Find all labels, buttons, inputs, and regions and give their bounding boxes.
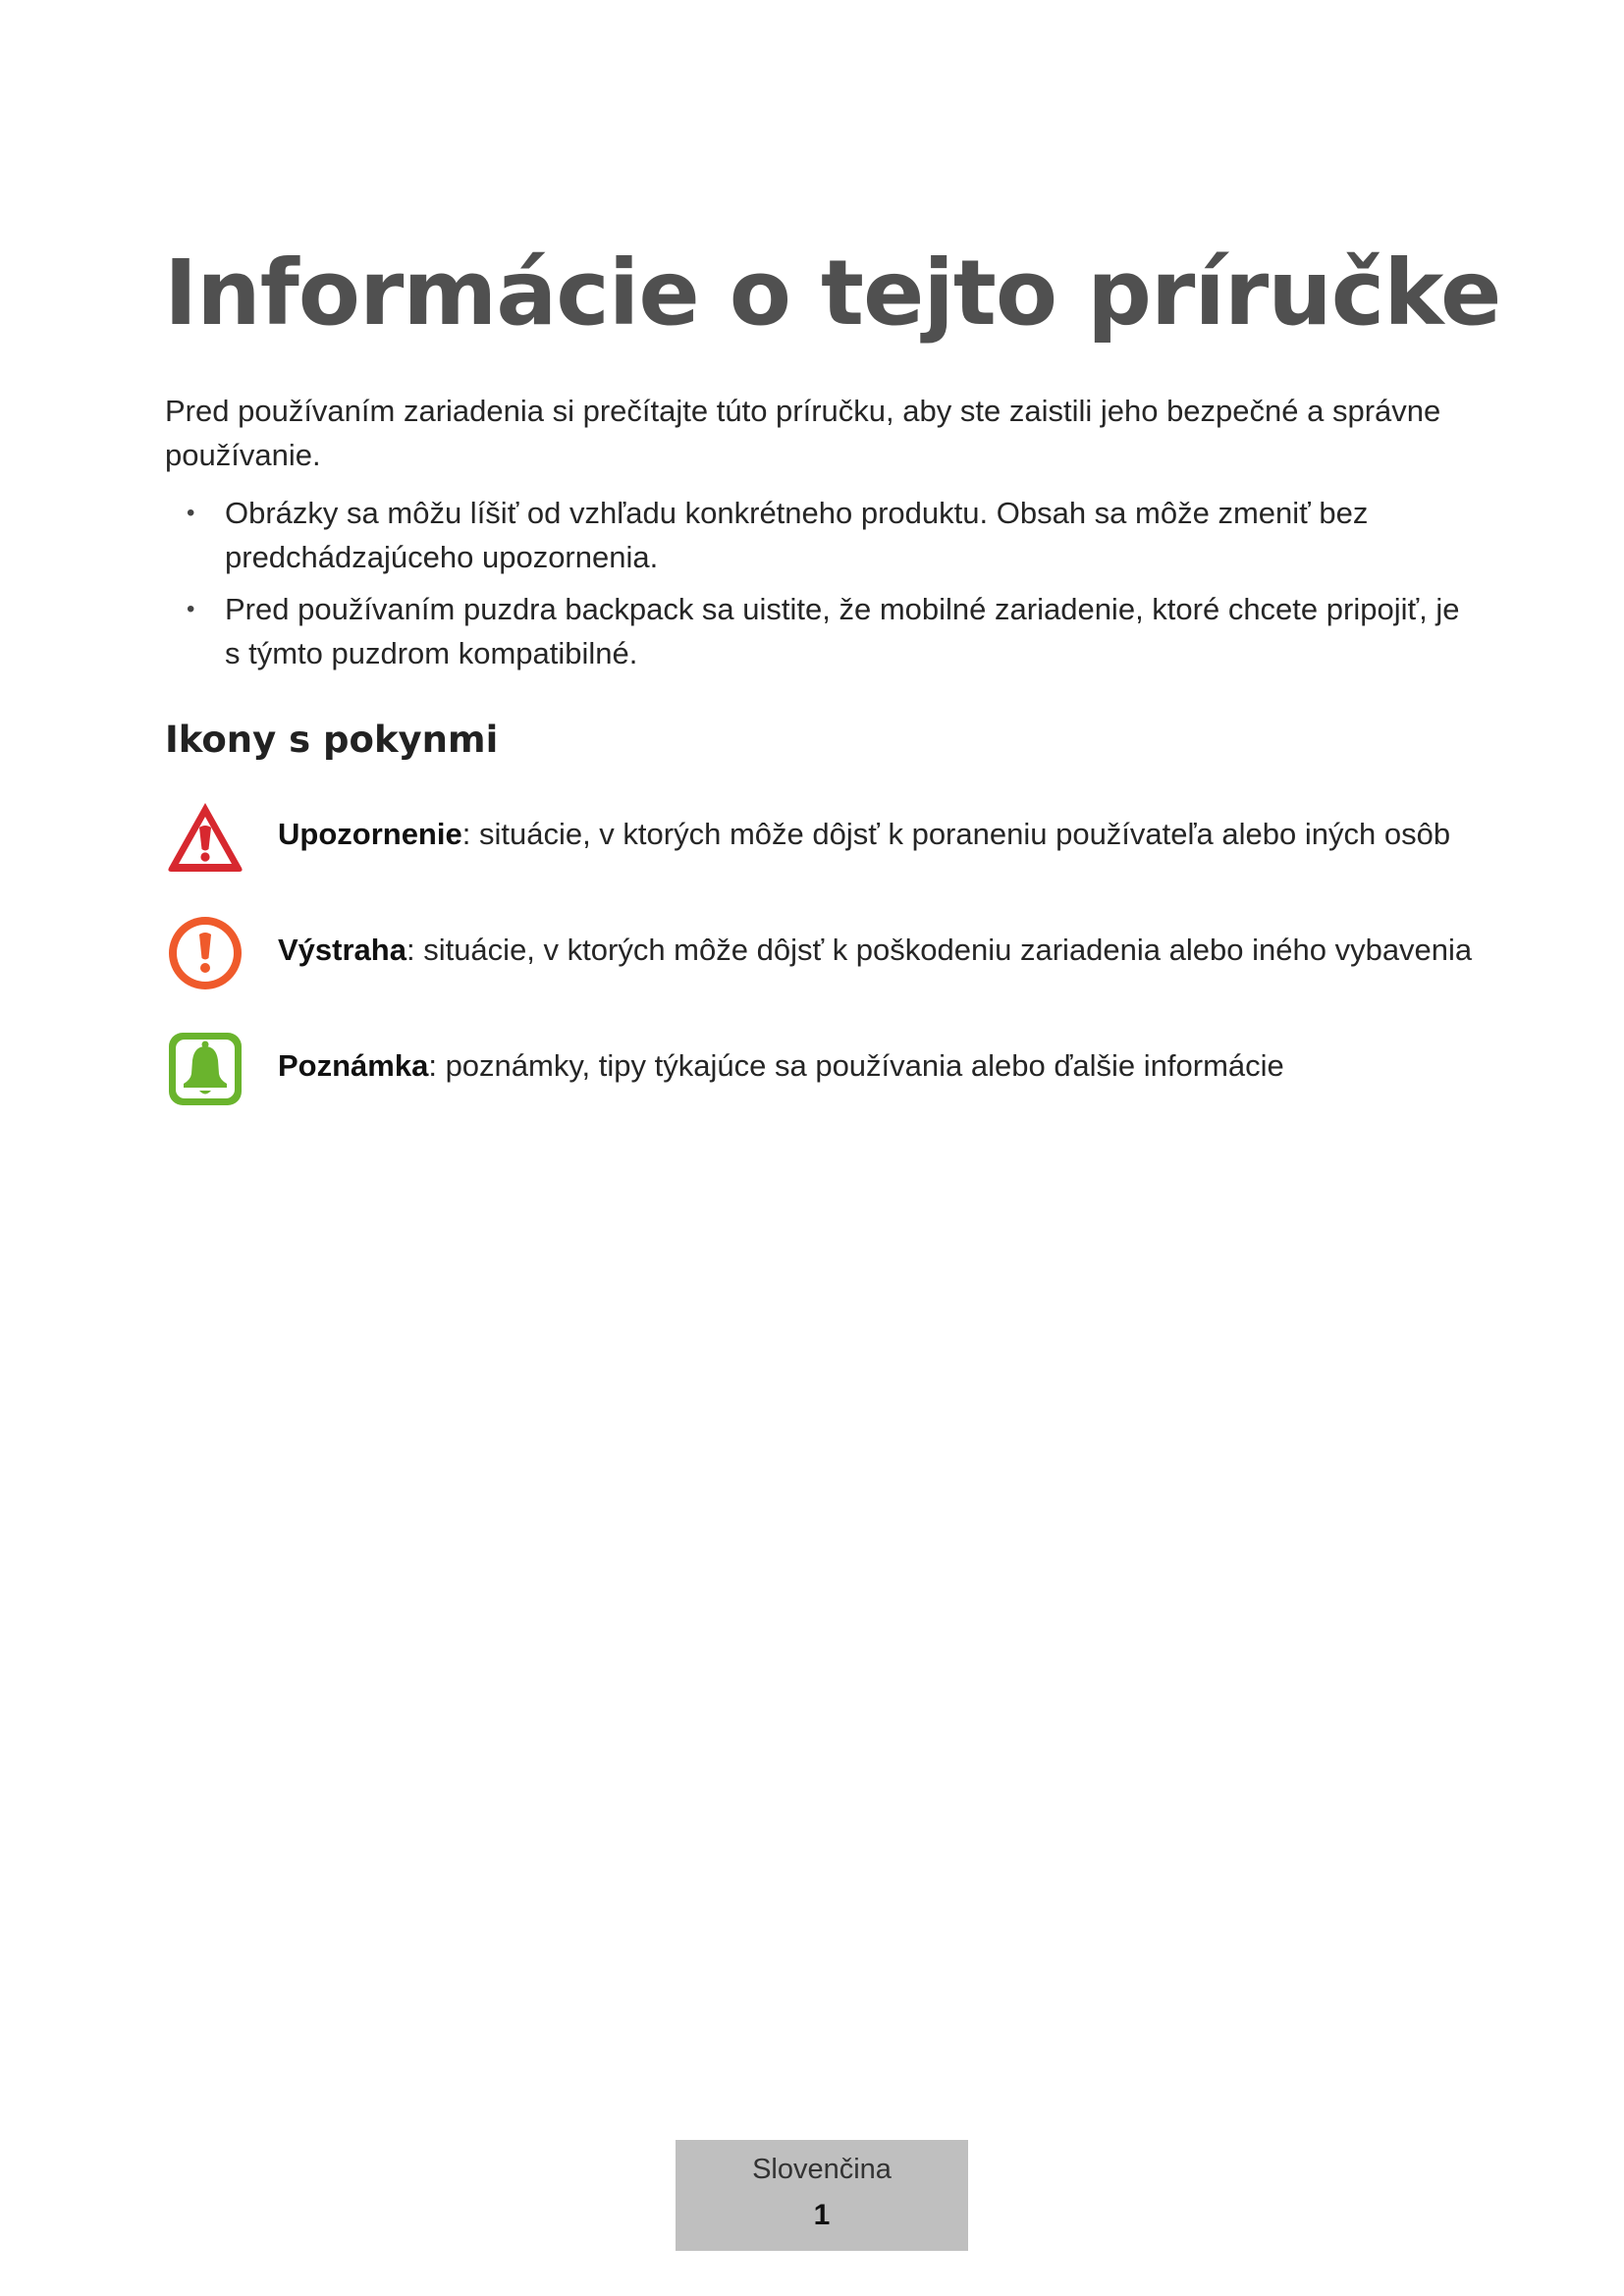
bullet-text: Obrázky sa môžu líšiť od vzhľadu konkrétneho produktu. Obsah sa môže zmeniť bez predchádzajúceho upozornenia.	[225, 496, 1369, 574]
caution-term: Upozornenie	[278, 817, 462, 851]
warning-circle-icon	[165, 913, 245, 993]
bullet-marker: •	[187, 596, 195, 622]
footer-language: Slovenčina	[752, 2154, 892, 2185]
section-heading: Ikony s pokynmi	[165, 719, 499, 761]
intro-paragraph: Pred používaním zariadenia si prečítajte túto príručku, aby ste zaistili jeho bezpečné a správne používanie.	[165, 394, 1441, 472]
caution-row	[165, 797, 1481, 876]
note-row	[165, 1029, 1481, 1107]
note-description: : poznámky, tipy týkajúce sa používania alebo ďalšie informácie	[428, 1048, 1284, 1083]
caution-text	[278, 815, 1450, 854]
list-item	[165, 491, 1481, 579]
page-number: 1	[813, 2199, 831, 2231]
bullet-text: Pred používaním puzdra backpack sa uistite, že mobilné zariadenie, ktoré chcete pripojiť, je s týmto puzdrom kompatibilné.	[225, 592, 1460, 670]
note-bell-icon	[165, 1029, 245, 1109]
bullet-list	[165, 491, 1481, 683]
note-term: Poznámka	[278, 1048, 429, 1083]
page-title: Informácie o tejto príručke	[164, 240, 1501, 346]
note-text	[278, 1046, 1284, 1086]
warning-term: Výstraha	[278, 933, 406, 967]
page-footer	[676, 2140, 968, 2251]
list-item	[165, 587, 1481, 675]
caution-triangle-icon	[165, 797, 245, 878]
caution-description: : situácie, v ktorých môže dôjsť k poraneniu používateľa alebo iných osôb	[461, 817, 1451, 851]
warning-text	[278, 931, 1472, 970]
bullet-marker: •	[187, 500, 195, 526]
warning-row	[165, 913, 1481, 991]
warning-description: : situácie, v ktorých môže dôjsť k poškodeniu zariadenia alebo iného vybavenia	[406, 933, 1473, 967]
